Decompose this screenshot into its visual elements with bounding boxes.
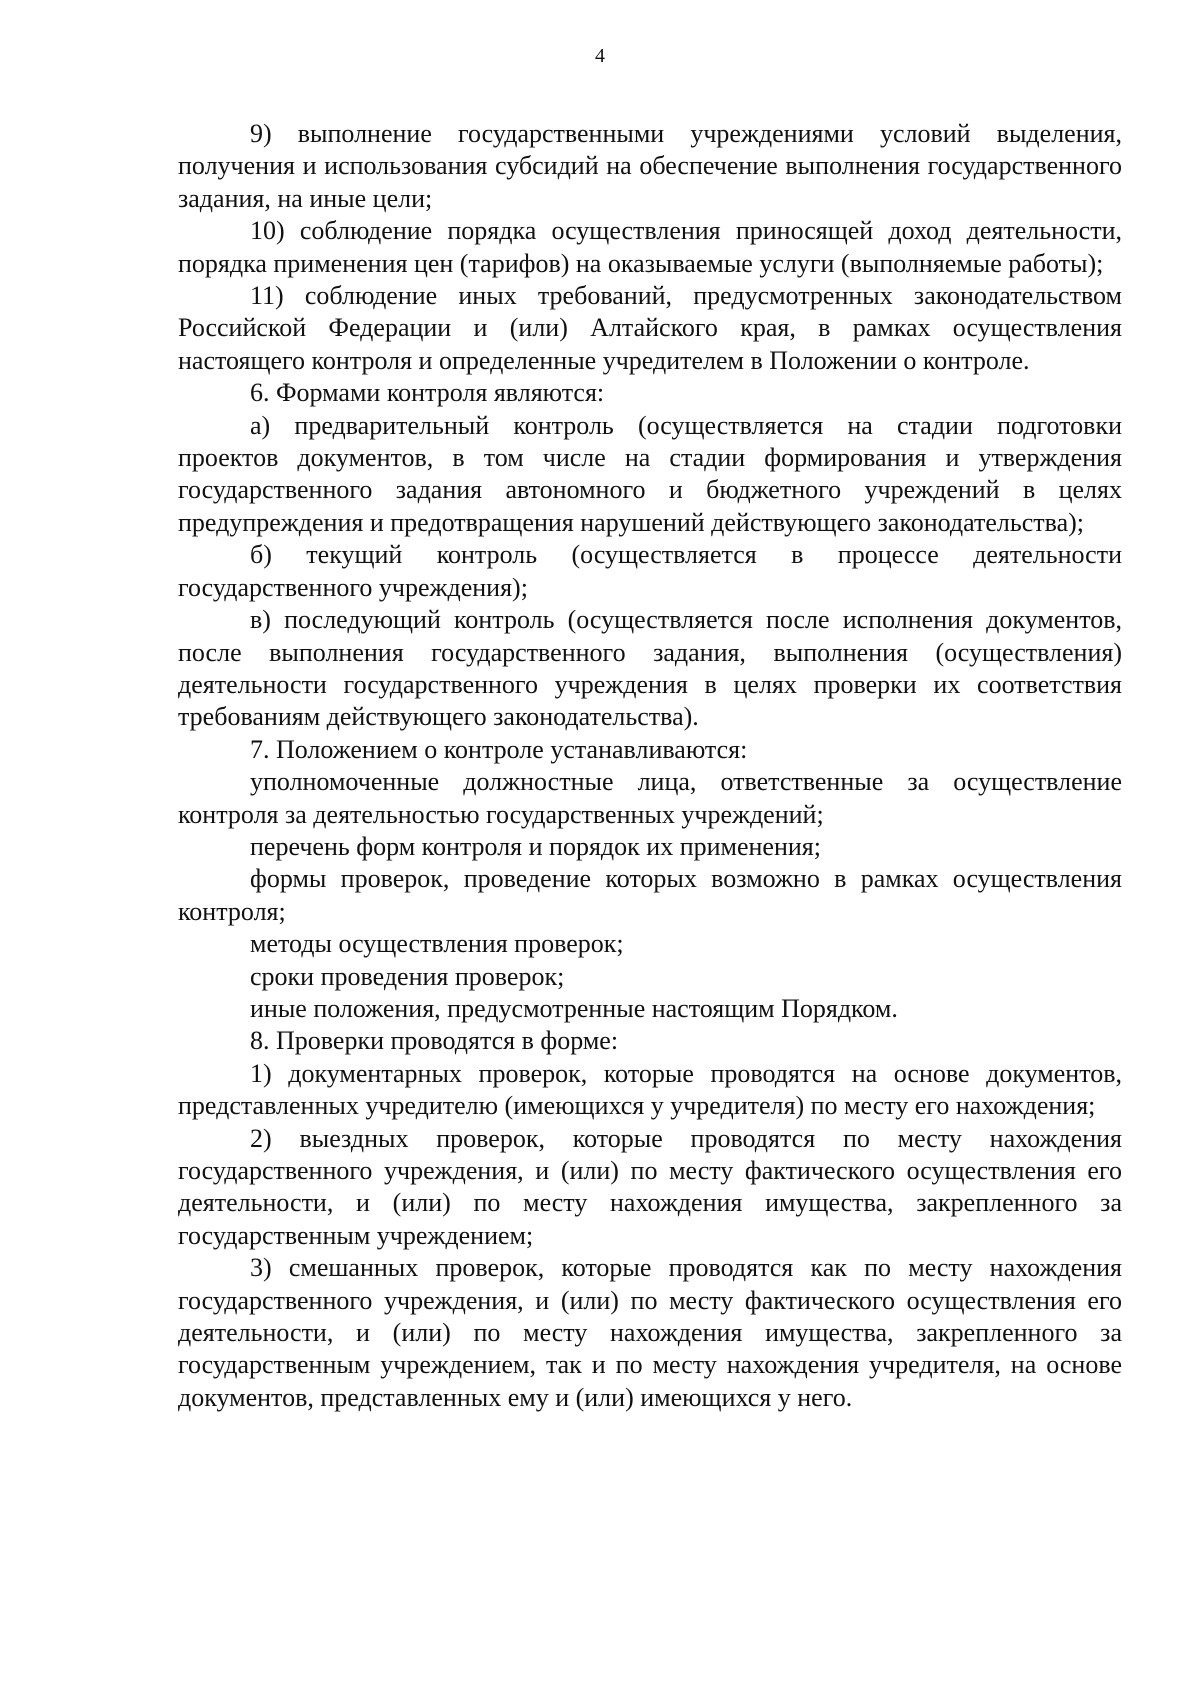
paragraph-officials: уполномоченные должностные лица, ответственные за осуществление контроля за деятельностью государственных учреждений; [178, 767, 1122, 829]
paragraph-item-9: 9) выполнение государственными учреждениями условий выделения, получения и использования субсидий на обеспечение выполнения государственного задания, на иные цели; [178, 119, 1122, 213]
paragraph-item-3: 3) смешанных проверок, которые проводятся как по месту нахождения государственного учреждения, и (или) по месту фактического осуществления его деятельности, и (или) по месту нахождения имущества, закрепленного за государственным учреждением, так и по месту нахождения учредителя, на основе документов, представленных ему и (или) имеющихся у него. [178, 1253, 1122, 1412]
paragraph-item-11: 11) соблюдение иных требований, предусмотренных законодательством Российской Федерации и (или) Алтайского края, в рамках осуществления настоящего контроля и определенные учредителем в Положении о контроле. [178, 281, 1122, 375]
paragraph-item-v: в) последующий контроль (осуществляется после исполнения документов, после выполнения государственного задания, выполнения (осуществления) деятельности государственного учреждения в целях проверки их соответствия требованиям действующего законодательства). [178, 605, 1122, 732]
paragraph-item-b: б) текущий контроль (осуществляется в процессе деятельности государственного учреждения); [178, 540, 1122, 602]
section-6-heading: 6. Формами контроля являются: [250, 378, 605, 408]
section-7-heading: 7. Положением о контроле устанавливаются: [250, 734, 748, 764]
paragraph-item-a: а) предварительный контроль (осуществляется на стадии подготовки проектов документов, в том числе на стадии формирования и утверждения государственного задания автономного и бюджетного учреждений в целях предупреждения и предотвращения нарушений действующего законодательства); [178, 410, 1122, 537]
paragraph-item-1: 1) документарных проверок, которые проводятся на основе документов, представленных учредителю (имеющихся у учредителя) по месту его нахождения; [178, 1058, 1122, 1121]
paragraph-methods: методы осуществления проверок; [250, 929, 624, 959]
paragraph-check-forms: формы проверок, проведение которых возможно в рамках осуществления контроля; [178, 864, 1122, 926]
paragraph-terms: сроки проведения проверок; [250, 961, 565, 991]
paragraph-other-provisions: иные положения, предусмотренные настоящим Порядком. [250, 993, 898, 1023]
paragraph-item-10: 10) соблюдение порядка осуществления приносящей доход деятельности, порядка применения цен (тарифов) на оказываемые услуги (выполняемые работы); [178, 216, 1122, 278]
document-body [178, 118, 1122, 1414]
page-number: 4 [595, 45, 605, 67]
paragraph-forms-list: перечень форм контроля и порядок их применения; [250, 831, 821, 861]
section-8-heading: 8. Проверки проводятся в форме: [250, 1026, 619, 1056]
paragraph-item-2: 2) выездных проверок, которые проводятся по месту нахождения государственного учреждения, и (или) по месту фактического осуществления его деятельности, и (или) по месту нахождения имущества, закрепленного за государственным учреждением; [178, 1123, 1122, 1250]
